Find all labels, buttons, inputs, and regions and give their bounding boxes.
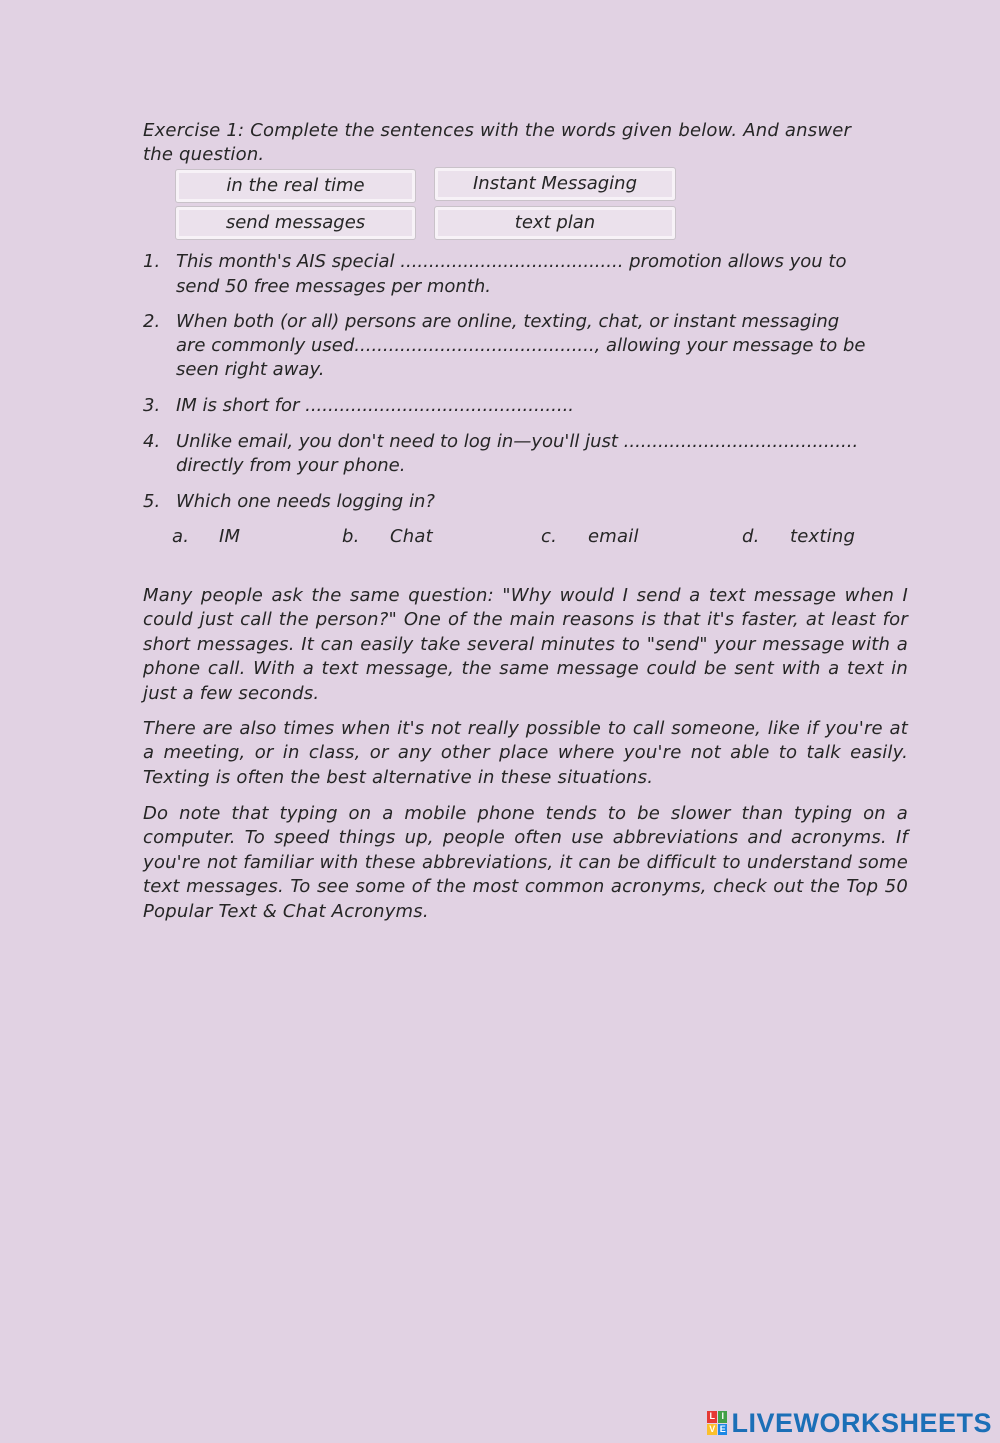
- logo-mark-letter: L: [709, 1411, 715, 1421]
- option-d-letter: d.: [742, 526, 760, 547]
- option-b-letter: b.: [342, 526, 360, 547]
- option-a-text[interactable]: IM: [219, 526, 241, 547]
- instructions-line-2: the question.: [143, 144, 265, 165]
- option-a-letter: a.: [172, 526, 190, 547]
- logo-mark-letter: E: [719, 1423, 726, 1434]
- logo-mark-letter: V: [709, 1423, 716, 1434]
- word-bank-item[interactable]: send messages: [175, 206, 416, 240]
- question-number: 4.: [143, 431, 161, 452]
- question-number: 2.: [143, 311, 161, 332]
- question-3-line-1: IM is short for ...............................................: [176, 395, 575, 416]
- question-1-line-1: This month's AIS special ....................................... promotion allows you to: [176, 251, 847, 272]
- question-1-line-2: send 50 free messages per month.: [176, 276, 491, 297]
- question-2-line-3: seen right away.: [176, 359, 325, 380]
- question-number: 5.: [143, 491, 161, 512]
- option-d-text[interactable]: texting: [790, 526, 856, 547]
- question-4-line-2: directly from your phone.: [176, 455, 406, 476]
- question-4-line-1: Unlike email, you don't need to log in—you'll just .........................................: [176, 431, 859, 452]
- question-5-line-1: Which one needs logging in?: [176, 491, 435, 512]
- passage-paragraph-3: Do note that typing on a mobile phone tends to be slower than typing on a computer. To speed things up, people often use abbreviations and acronyms. If you're not familiar with these abbreviations, it can be difficult to understand some text messages. To see some of the most common acronyms, check out the Top 50 Popular Text & Chat Acronyms.: [143, 803, 908, 922]
- instructions-line-1: Exercise 1: Complete the sentences with the words given below. And answer: [143, 120, 852, 141]
- question-2-line-1: When both (or all) persons are online, texting, chat, or instant messaging: [176, 311, 840, 332]
- option-c-letter: c.: [541, 526, 558, 547]
- option-c-text[interactable]: email: [588, 526, 639, 547]
- option-b-text[interactable]: Chat: [390, 526, 433, 547]
- word-bank-item[interactable]: Instant Messaging: [434, 167, 676, 201]
- passage-paragraph-2: There are also times when it's not really possible to call someone, like if you're at a meeting, or in class, or any other place where you're not able to talk easily. Texting is often the best alternative in these situations.: [143, 718, 908, 788]
- passage-paragraph-1: Many people ask the same question: "Why would I send a text message when I could just call the person?" One of the main reasons is that it's faster, at least for short messages. It can easily take several minutes to "send" your message with a phone call. With a text message, the same message could be sent with a text in just a few seconds.: [143, 585, 908, 704]
- question-number: 3.: [143, 395, 161, 416]
- logo-mark-letter: I: [718, 1411, 728, 1423]
- logo-mark-icon: [707, 1411, 727, 1435]
- logo-text: LIVEWORKSHEETS: [731, 1407, 992, 1438]
- word-bank-item[interactable]: in the real time: [175, 169, 416, 203]
- question-number: 1.: [143, 251, 161, 272]
- liveworksheets-logo: [707, 1409, 992, 1437]
- word-bank-item[interactable]: text plan: [434, 206, 676, 240]
- question-2-line-2: are commonly used.........................................., allowing your message to be: [176, 335, 866, 356]
